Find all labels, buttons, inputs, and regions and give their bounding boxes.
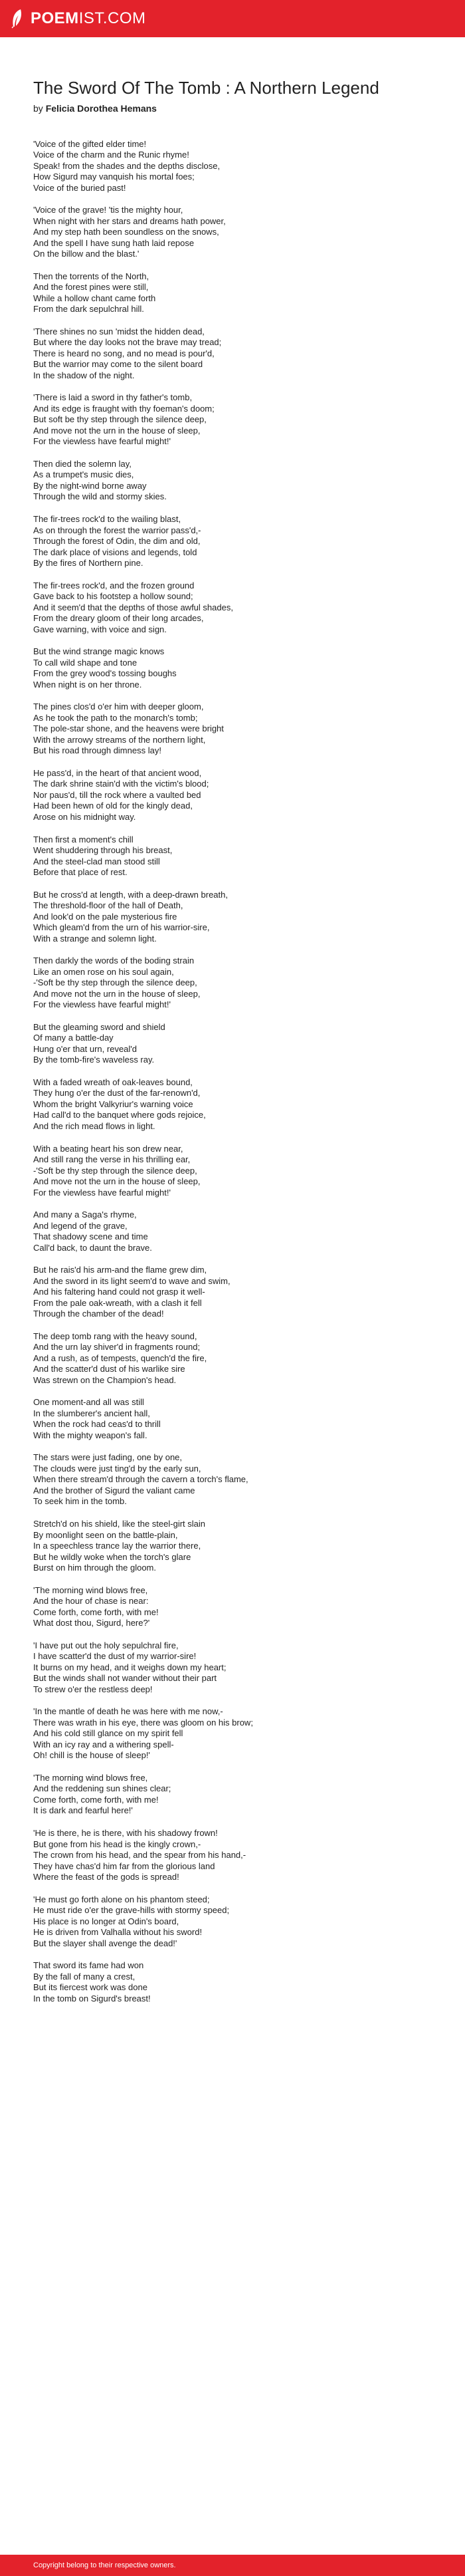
poem-line: Before that place of rest. bbox=[33, 867, 128, 878]
stanza bbox=[33, 1144, 432, 1199]
poem-line: And the brother of Sigurd the valiant came bbox=[33, 1485, 195, 1495]
poem-line: 'There shines no sun 'midst the hidden dead, bbox=[33, 326, 205, 336]
poem-line: Through the wild and stormy skies. bbox=[33, 491, 167, 502]
poem-line: With a faded wreath of oak-leaves bound, bbox=[33, 1077, 193, 1087]
stanza bbox=[33, 514, 432, 569]
poem-line: He is driven from Valhalla without his sword! bbox=[33, 1927, 203, 1938]
poem-line: The dark place of visions and legends, told bbox=[33, 547, 197, 557]
poem-line: While a hollow chant came forth bbox=[33, 293, 156, 303]
poem-line: 'He is there, he is there, with his shadowy frown! bbox=[33, 1828, 218, 1839]
stanza bbox=[33, 890, 432, 945]
poem-line: To strew o'er the restless deep! bbox=[33, 1684, 153, 1694]
poem-line: There is heard no song, and no mead is pour'd, bbox=[33, 348, 215, 358]
copyright-notice: Copyright belong to their respective owners. bbox=[33, 2561, 176, 2569]
stanza bbox=[33, 1585, 432, 1629]
stanza bbox=[33, 1960, 432, 2004]
poem-line: With the mighty weapon's fall. bbox=[33, 1430, 147, 1440]
poem-line: Through the chamber of the dead! bbox=[33, 1309, 164, 1319]
poem-line: Where the feast of the gods is spread! bbox=[33, 1872, 179, 1882]
stanza bbox=[33, 459, 432, 503]
poem-line: And its edge is fraught with thy foeman's doom; bbox=[33, 403, 215, 414]
stanza bbox=[33, 768, 432, 823]
poem-title: The Sword Of The Tomb : A Northern Legend bbox=[33, 78, 379, 98]
poem-line: Come forth, come forth, with me! bbox=[33, 1794, 159, 1805]
poem-line: -'Soft be thy step through the silence deep, bbox=[33, 1165, 197, 1176]
poem-line: The clouds were just ting'd by the early sun, bbox=[33, 1463, 201, 1474]
stanza bbox=[33, 1210, 432, 1253]
poem-line: Voice of the charm and the Runic rhyme! bbox=[33, 150, 189, 160]
poem-line: And many a Saga's rhyme, bbox=[33, 1210, 137, 1220]
stanza bbox=[33, 1265, 432, 1320]
poem-line: The threshold-floor of the hall of Death, bbox=[33, 900, 183, 911]
poem-line: Arose on his midnight way. bbox=[33, 811, 136, 822]
poem-line: 'There is laid a sword in thy father's tomb, bbox=[33, 392, 193, 403]
poem-line: 'In the mantle of death he was here with me now,- bbox=[33, 1706, 223, 1717]
poem-line: In a speechless trance lay the warrior there, bbox=[33, 1541, 201, 1551]
top-bar bbox=[0, 0, 465, 37]
poem-line: To seek him in the tomb. bbox=[33, 1496, 127, 1507]
poem-line: And still rang the verse in his thrilling ear, bbox=[33, 1154, 191, 1164]
poem-line: Then the torrents of the North, bbox=[33, 271, 149, 281]
poem-line: With a strange and solemn light. bbox=[33, 933, 157, 944]
stanza bbox=[33, 1828, 432, 1883]
poem-line: Voice of the buried past! bbox=[33, 182, 126, 193]
stanza bbox=[33, 1519, 432, 1574]
poem-line: And the sword in its light seem'd to wave and swim, bbox=[33, 1275, 231, 1286]
poem-line: And the scatter'd dust of his warlike sire bbox=[33, 1364, 185, 1374]
poem-line: But the gleaming sword and shield bbox=[33, 1021, 165, 1032]
poem-line: And his faltering hand could not grasp it well- bbox=[33, 1287, 205, 1297]
poem-line: Like an omen rose on his soul again, bbox=[33, 966, 174, 977]
poem-line: Speak! from the shades and the depths disclose, bbox=[33, 160, 221, 171]
poem-line: 'The morning wind blows free, bbox=[33, 1585, 148, 1595]
poem-line: Stretch'd on his shield, like the steel-girt slain bbox=[33, 1519, 205, 1529]
poem-line: The pole-star shone, and the heavens were bright bbox=[33, 723, 224, 734]
poem-line: What dost thou, Sigurd, here?' bbox=[33, 1618, 150, 1628]
poem-line: And his cold still glance on my spirit fell bbox=[33, 1728, 183, 1739]
poem-line: But soft be thy step through the silence deep, bbox=[33, 414, 207, 425]
poem-line: And legend of the grave, bbox=[33, 1220, 128, 1231]
stanza bbox=[33, 702, 432, 757]
poem-line: The dark shrine stain'd with the victim's blood; bbox=[33, 779, 209, 789]
poem-line: By the tomb-fire's waveless ray. bbox=[33, 1055, 155, 1065]
poem-line: That shadowy scene and time bbox=[33, 1231, 148, 1242]
poem-line: And the rich mead flows in light. bbox=[33, 1120, 155, 1131]
poem-line: But he wildly woke when the torch's glare bbox=[33, 1551, 191, 1562]
poem-line: Nor paus'd, till the rock where a vaulted bed bbox=[33, 789, 201, 800]
poem-line: But the slayer shall avenge the dead!' bbox=[33, 1938, 177, 1948]
poem-line: Was strewn on the Champion's head. bbox=[33, 1374, 177, 1385]
poem-line: How Sigurd may vanquish his mortal foes; bbox=[33, 172, 195, 182]
stanza bbox=[33, 326, 432, 382]
poem-line: Had been hewn of old for the kingly dead, bbox=[33, 801, 193, 811]
poem-line: For the viewless have fearful might!' bbox=[33, 999, 171, 1010]
poem-line: And the urn lay shiver'd in fragments round; bbox=[33, 1342, 201, 1352]
poem-line: Hung o'er that urn, reveal'd bbox=[33, 1043, 137, 1054]
poem-line: But the winds shall not wander without their part bbox=[33, 1673, 217, 1684]
poem-line: But he rais'd his arm-and the flame grew dim, bbox=[33, 1265, 207, 1275]
poem-line: And move not the urn in the house of sleep, bbox=[33, 988, 201, 999]
poem-line: Oh! chill is the house of sleep!' bbox=[33, 1750, 150, 1761]
poem-line: -'Soft be thy step through the silence deep, bbox=[33, 977, 197, 988]
poem-line: When night is on her throne. bbox=[33, 679, 142, 690]
poem-line: From the dark sepulchral hill. bbox=[33, 304, 144, 315]
poem-line: Which gleam'd from the urn of his warrior-sire, bbox=[33, 922, 210, 933]
poem-line: But its fiercest work was done bbox=[33, 1982, 147, 1993]
stanza bbox=[33, 1894, 432, 1950]
poem-line: The stars were just fading, one by one, bbox=[33, 1452, 183, 1463]
poem-line: Call'd back, to daunt the brave. bbox=[33, 1242, 152, 1253]
stanza bbox=[33, 1022, 432, 1066]
poem-line: From the dreary gloom of their long arcades, bbox=[33, 613, 204, 624]
poem-line: When the rock had ceas'd to thrill bbox=[33, 1419, 161, 1430]
stanza bbox=[33, 1331, 432, 1386]
poem-line: That sword its fame had won bbox=[33, 1960, 144, 1971]
feather-quill-icon bbox=[9, 9, 25, 29]
poem-line: Had call'd to the banquet where gods rejoice, bbox=[33, 1110, 206, 1120]
stanza bbox=[33, 392, 432, 448]
poem-line: But he cross'd at length, with a deep-drawn breath, bbox=[33, 889, 228, 900]
stanza bbox=[33, 1640, 432, 1696]
poem-line: In the tomb on Sigurd's breast! bbox=[33, 1993, 151, 2003]
poem-line: They have chas'd him far from the glorious land bbox=[33, 1861, 215, 1871]
poem-line: And the reddening sun shines clear; bbox=[33, 1783, 171, 1794]
poem-line: The fir-trees rock'd to the wailing blast, bbox=[33, 514, 181, 525]
poem-line: His place is no longer at Odin's board, bbox=[33, 1916, 179, 1926]
poem-line: For the viewless have fearful might!' bbox=[33, 436, 171, 447]
stanza bbox=[33, 835, 432, 878]
poem-line: With the arrowy streams of the northern light, bbox=[33, 734, 206, 745]
poem-line: But the wind strange magic knows bbox=[33, 646, 165, 657]
poem-line: Then died the solemn lay, bbox=[33, 458, 132, 469]
poem-line: By the fall of many a crest, bbox=[33, 1971, 136, 1982]
poem-line: By the fires of Northern pine. bbox=[33, 558, 143, 569]
poem-line: One moment-and all was still bbox=[33, 1397, 144, 1408]
poem-line: By the night-wind borne away bbox=[33, 480, 147, 491]
stanza bbox=[33, 646, 432, 690]
poem-line: Then darkly the words of the boding strain bbox=[33, 956, 195, 966]
stanza bbox=[33, 956, 432, 1011]
poem-line: Then first a moment's chill bbox=[33, 834, 134, 844]
poem-line: I have scatter'd the dust of my warrior-sire! bbox=[33, 1651, 197, 1662]
brand-bold: POEM bbox=[31, 9, 79, 27]
poem-line: And the spell I have sung hath laid repose bbox=[33, 237, 195, 248]
by-label: by bbox=[33, 102, 43, 114]
poem-line: They hung o'er the dust of the far-renown'd, bbox=[33, 1088, 201, 1098]
poem-line: 'He must go forth alone on his phantom steed; bbox=[33, 1894, 210, 1904]
poem-line: It is dark and fearful here!' bbox=[33, 1805, 133, 1816]
stanza bbox=[33, 271, 432, 315]
poem-line: But where the day looks not the brave may tread; bbox=[33, 337, 222, 348]
poem-line: But the warrior may come to the silent board bbox=[33, 359, 203, 370]
stanza bbox=[33, 1773, 432, 1817]
poem-line: Whom the bright Valkyriur's warning voice bbox=[33, 1098, 193, 1109]
poem-line: The pines clos'd o'er him with deeper gloom, bbox=[33, 702, 204, 712]
poem-line: The fir-trees rock'd, and the frozen ground bbox=[33, 580, 195, 590]
site-logo[interactable] bbox=[9, 9, 146, 29]
stanza bbox=[33, 139, 432, 194]
poem-line: And look'd on the pale mysterious fire bbox=[33, 911, 177, 922]
poem-line: As on through the forest the warrior pass'd,- bbox=[33, 525, 201, 535]
poem-line: And the forest pines were still, bbox=[33, 282, 149, 293]
poem-line: When night with her stars and dreams hath power, bbox=[33, 215, 226, 226]
poem-line: And the steel-clad man stood still bbox=[33, 856, 160, 866]
stanza bbox=[33, 1397, 432, 1441]
poem-line: As he took the path to the monarch's tomb; bbox=[33, 712, 198, 723]
poem-line: 'The morning wind blows free, bbox=[33, 1772, 148, 1783]
poem-line: But gone from his head is the kingly crown,- bbox=[33, 1839, 201, 1849]
poem-line: He must ride o'er the grave-hills with stormy speed; bbox=[33, 1905, 230, 1916]
poem-line: 'Voice of the gifted elder time! bbox=[33, 138, 147, 149]
stanza bbox=[33, 1077, 432, 1132]
poem-line: He pass'd, in the heart of that ancient wood, bbox=[33, 767, 202, 778]
stanza bbox=[33, 205, 432, 260]
poem-line: And it seem'd that the depths of those awful shades, bbox=[33, 602, 233, 612]
poem-line: Went shuddering through his breast, bbox=[33, 845, 173, 856]
poem-line: When there stream'd through the cavern a torch's flame, bbox=[33, 1474, 248, 1485]
brand-light: IST.COM bbox=[78, 9, 146, 27]
poem-line: With a beating heart his son drew near, bbox=[33, 1143, 183, 1154]
footer bbox=[0, 2555, 465, 2576]
poem-line: Of many a battle-day bbox=[33, 1033, 114, 1043]
poem-line: The crown from his head, and the spear from his hand,- bbox=[33, 1850, 246, 1861]
poem-line: There was wrath in his eye, there was gloom on his brow; bbox=[33, 1717, 253, 1728]
poem-line: 'Voice of the grave! 'tis the mighty hour, bbox=[33, 205, 183, 215]
poem-line: From the pale oak-wreath, with a clash it fell bbox=[33, 1297, 202, 1308]
poem-content bbox=[0, 37, 465, 2004]
poem-line: And move not the urn in the house of sleep, bbox=[33, 425, 201, 436]
poem-line: With an icy ray and a withering spell- bbox=[33, 1739, 174, 1749]
poem-line: Gave warning, with voice and sign. bbox=[33, 624, 167, 634]
brand-name bbox=[31, 9, 146, 28]
poem-line: But his road through dimness lay! bbox=[33, 745, 161, 756]
poem-line: As a trumpet's music dies, bbox=[33, 469, 134, 480]
author-name[interactable]: Felicia Dorothea Hemans bbox=[45, 102, 157, 114]
poem-line: And a rush, as of tempests, quench'd the fire, bbox=[33, 1352, 207, 1363]
stanza bbox=[33, 1452, 432, 1507]
poem-line: And my step hath been soundless on the snows, bbox=[33, 227, 219, 237]
poem-line: For the viewless have fearful might!' bbox=[33, 1187, 171, 1198]
poem-line: Through the forest of Odin, the dim and old, bbox=[33, 536, 201, 547]
poem-line: On the billow and the blast.' bbox=[33, 249, 140, 259]
stanza bbox=[33, 580, 432, 636]
poem-line: To call wild shape and tone bbox=[33, 657, 138, 668]
poem-line: It burns on my head, and it weighs down my heart; bbox=[33, 1662, 227, 1672]
poem-line: 'I have put out the holy sepulchral fire, bbox=[33, 1640, 179, 1650]
poem-line: The deep tomb rang with the heavy sound, bbox=[33, 1331, 197, 1341]
byline bbox=[33, 103, 432, 114]
poem-line: Burst on him through the gloom. bbox=[33, 1563, 156, 1573]
poem-line: Gave back to his footstep a hollow sound; bbox=[33, 591, 193, 602]
poem-line: And move not the urn in the house of sleep, bbox=[33, 1176, 201, 1186]
poem-line: In the slumberer's ancient hall, bbox=[33, 1408, 150, 1418]
stanza bbox=[33, 1706, 432, 1761]
poem-line: From the grey wood's tossing boughs bbox=[33, 668, 177, 679]
poem-line: In the shadow of the night. bbox=[33, 370, 135, 380]
poem-line: Come forth, come forth, with me! bbox=[33, 1607, 159, 1617]
poem-body bbox=[33, 139, 432, 2005]
poem-line: And the hour of chase is near: bbox=[33, 1596, 149, 1607]
poem-line: By moonlight seen on the battle-plain, bbox=[33, 1529, 178, 1540]
